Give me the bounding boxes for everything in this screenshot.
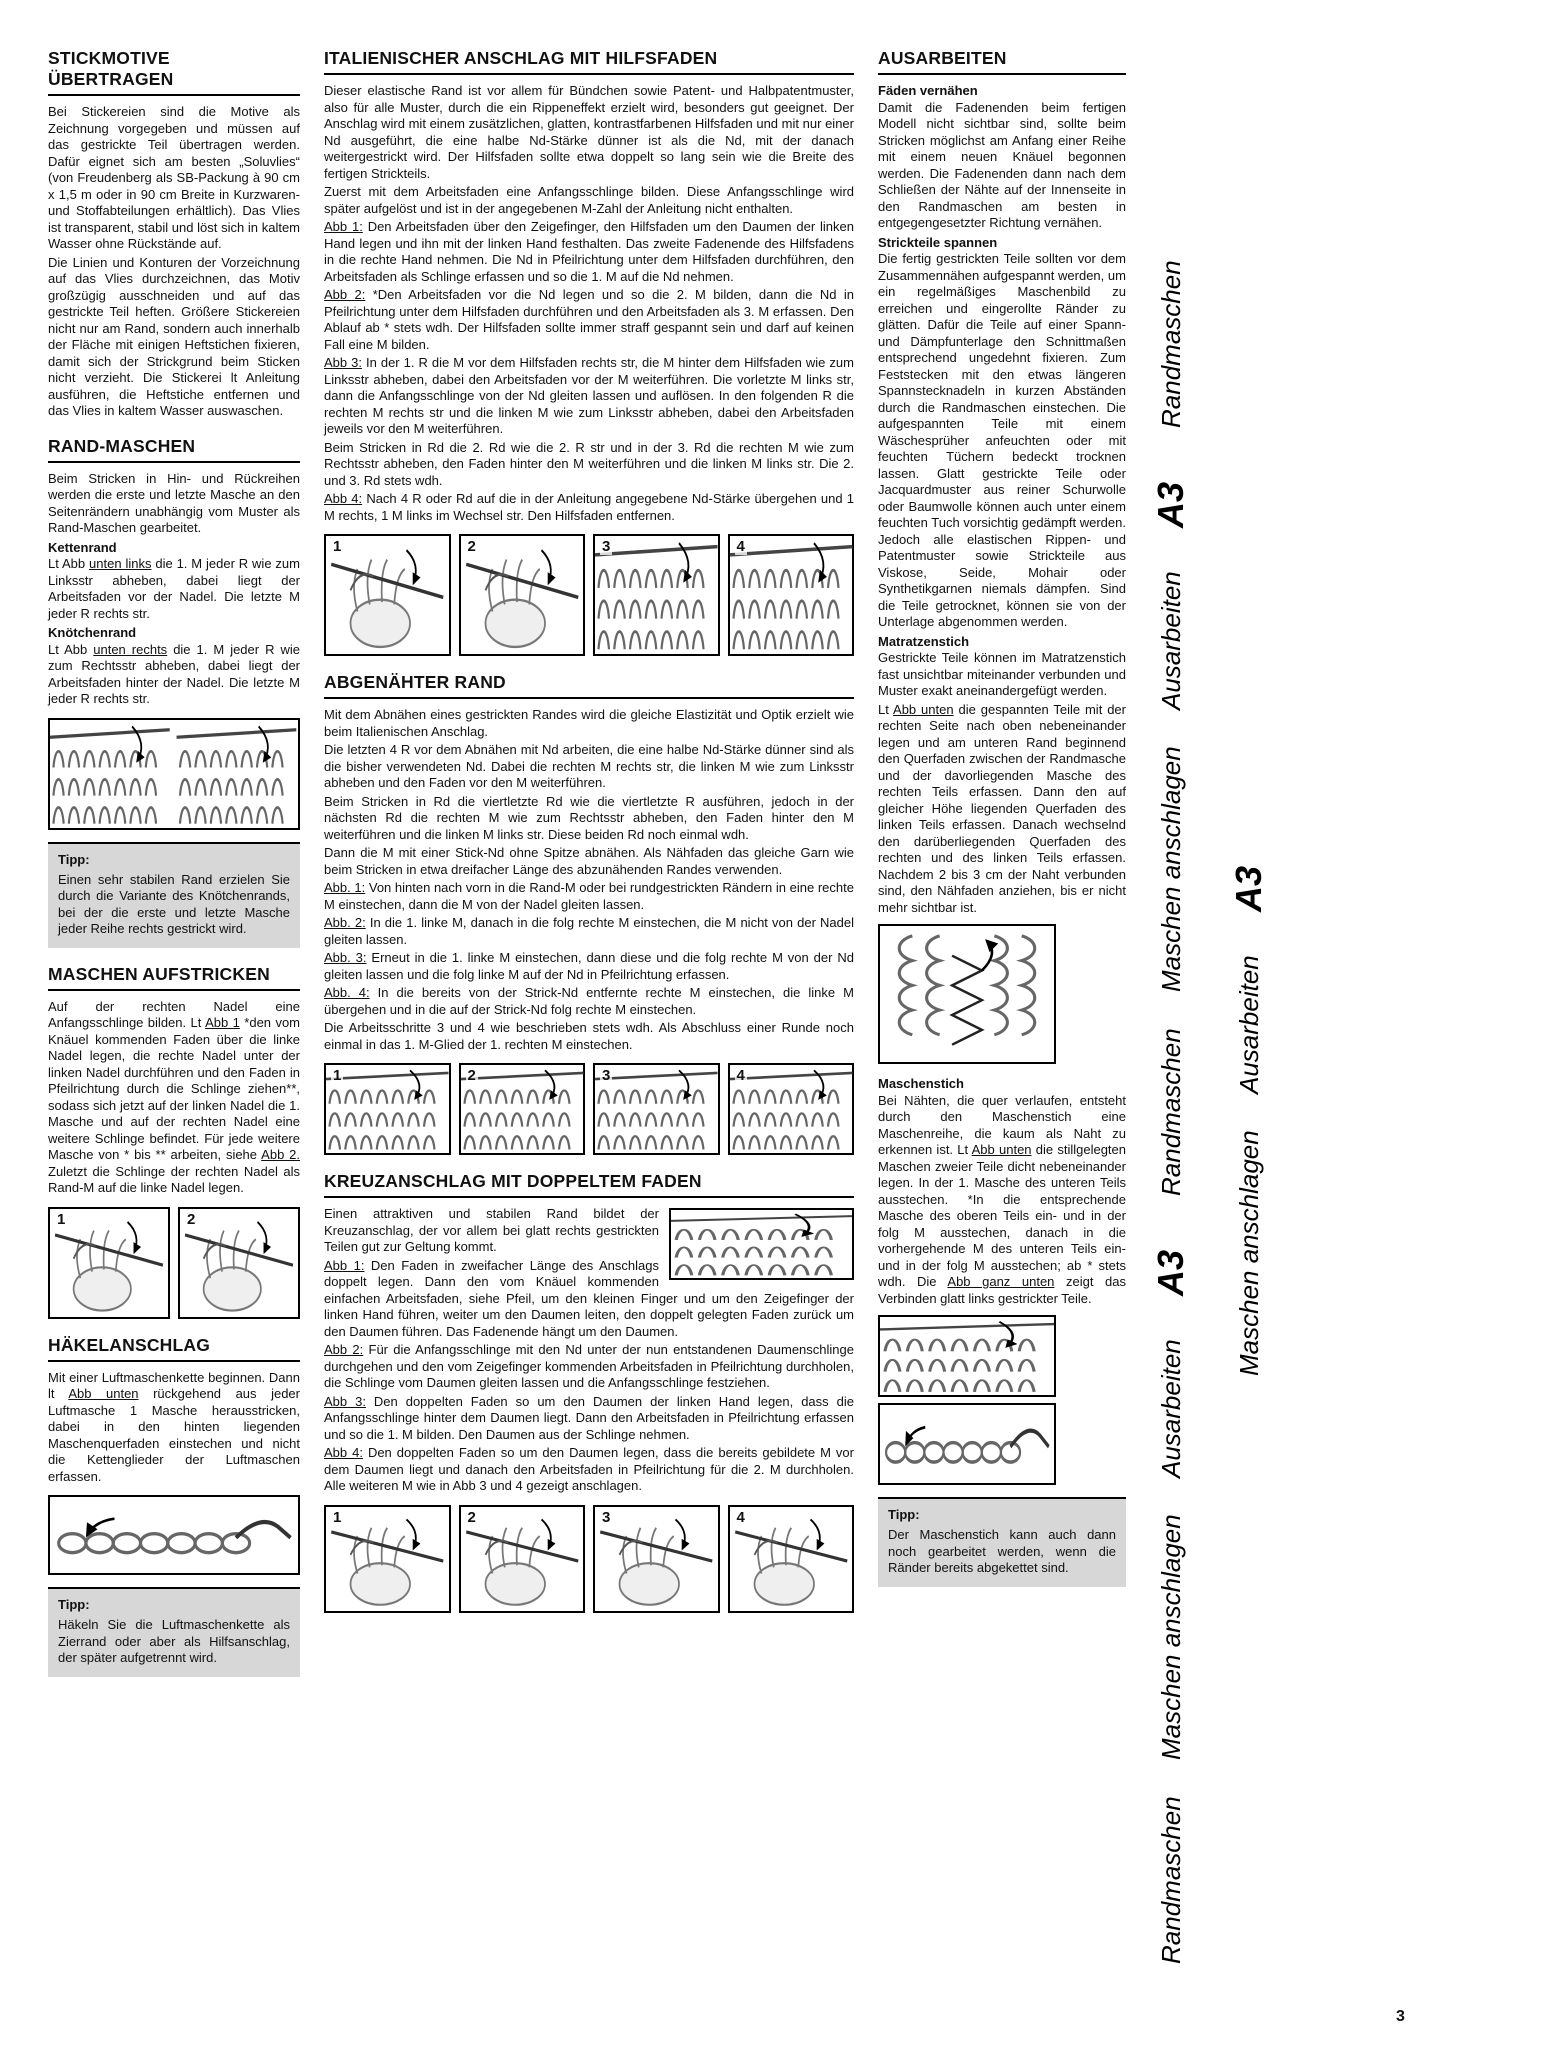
tip-box [48, 842, 300, 948]
figure-kreuzanschlag-intro [669, 1208, 854, 1280]
right-column [878, 48, 1126, 1693]
figure-abgenaehter-3 [593, 1063, 720, 1155]
text-run: Nach 4 R oder Rd auf die in der Anleitung angegebene Nd-Stärke übergehen und 1 M rechts, 1 M links im Wechsel str. Den Hilfsfaden entfernen. [324, 491, 854, 523]
abb-label: Abb 2: [324, 1342, 364, 1357]
paragraph: Die Arbeitsschritte 3 und 4 wie beschrieben stets wdh. Als Abschluss einer Runde noch einmal in das 1. M-Glied der 1. rechten M einstechen. [324, 1020, 854, 1052]
margin-word: Maschen anschlagen [1156, 746, 1186, 992]
section-title-haekelanschlag: HÄKELANSCHLAG [48, 1335, 300, 1362]
figure-number: 1 [333, 1508, 342, 1526]
figure-number: 4 [736, 1067, 745, 1084]
knitting-diagram-illustration [730, 1065, 853, 1153]
tip-label: Tipp: [58, 851, 90, 867]
figure-aufstricken-1 [48, 1207, 170, 1319]
abb-label: Abb. 3: [324, 950, 367, 965]
section-title-kreuzanschlag: KREUZANSCHLAG MIT DOPPELTEM FADEN [324, 1171, 854, 1198]
margin-word: Randmaschen [1156, 1028, 1186, 1196]
margin-word: Randmaschen [1156, 260, 1186, 428]
paragraph: Einen attraktiven und stabilen Rand bildet der Kreuzanschlag, der vor allem bei glatt rechts gestrickten Teilen gut zur Geltung kommt. [324, 1206, 659, 1254]
text-run-underlined: unten links [89, 556, 152, 571]
text-run: Den Faden in zweifacher Länge des Anschlags doppelt legen. Dann den vom Knäuel kommenden einfachen Arbeitsfaden, siehe Pfeil, um den kleinen Finger und um den Zeigefinger der linken Hand führen, weiter um den Daumen leiten, den doppelt gelegten Faden zurück um den Daumen führen. Das Fadenende hängt um den Daumen. [324, 1257, 854, 1339]
abb-label: Abb 2: [324, 287, 366, 302]
margin-word: Ausarbeiten [1156, 1338, 1186, 1478]
section-ausarbeiten [878, 48, 1126, 1587]
grafting-purl-illustration [880, 1405, 1054, 1483]
paragraph-abb3 [324, 950, 854, 983]
text-run: die 1. M jeder R wie zum Rechtsstr abheben, dabei liegt der Arbeitsfaden hinter der Nadel. Die letzte M jeder R rechts str. [48, 641, 300, 706]
hands-needle-illustration [326, 1507, 449, 1611]
text-run: Für die Anfangsschlinge mit den Nd unter der nun entstandenen Daumenschlinge durchgehen und den vom Zeigefinger kommenden Arbeitsfaden in Pfeilrichtung durchholen, die Schlinge vom Daumen gleiten lassen und die Anfangsschlinge festziehen. [324, 1342, 854, 1390]
margin-code: A3 [1150, 482, 1191, 529]
figure-abgenaehter-2 [459, 1063, 586, 1155]
text-run-underlined: Abb 1 [205, 1015, 240, 1030]
subheading-strickteile-spannen: Strickteile spannen [878, 234, 998, 250]
hands-needle-illustration [180, 1209, 298, 1317]
text-run: In der 1. R die M vor dem Hilfsfaden rechts str, die M hinter dem Hilfsfaden wie zum Linksstr abheben, dabei den Arbeitsfaden vor der M weiterführen. Die vorletzte M links str, dann die Anfangsschlinge von der Nd gleiten lassen und auflösen. In den folgenden R die rechten M rechts str und die linken M wie zum Linksstr abheben, dabei den Arbeitsfaden jeweils vor den M weiterführen. [324, 355, 854, 436]
knitting-diagram-illustration [50, 720, 298, 828]
text-run: die stillgelegten Maschen zweier Teile dicht nebeneinander legen. In der 1. Masche des unteren Teils ausstechen. *In die entsprechende Masche des oberen Teils ein- und in der folg M ausstechen, danach in die vorhergehende M des unteren Teils ein- und in der folg M ausstechen; ab * stets wdh. Die [878, 1142, 1126, 1289]
text-run: Den doppelten Faden so um den Daumen der linken Hand legen, dass die Anfangsschlinge hinter dem Daumen liegt. Dann den Arbeitsfaden in Pfeilrichtung erfassen und so die 1. M bilden. Den Daumen aus der Schlinge nehmen. [324, 1393, 854, 1442]
hands-needle-illustration [50, 1209, 168, 1317]
middle-column [324, 48, 854, 1693]
figure-number: 2 [467, 1067, 476, 1084]
figure-maschenstich-bottom [878, 1403, 1056, 1485]
text-run: In die bereits von der Strick-Nd entfernte rechte M einstechen, die linke M übergehen und in die auf der Strick-Nd folg rechte M einstechen. [324, 985, 854, 1017]
paragraph-abb2 [324, 1342, 854, 1392]
tip-label: Tipp: [58, 1597, 90, 1612]
paragraph: Bei Stickereien sind die Motive als Zeichnung vorgegeben und müssen auf das gestrickte Teil übertragen werden. Dafür eignet sich am besten „Soluvlies“ (von Freudenberg als SB-Packung à 90 cm x 1,5 m oder in 90 cm Breite in Kurzwaren- und Stoffabteilungen erhältlich). Das Vlies ist transparent, stabil und löst sich in kaltem Wasser ohne Rückstände auf. [48, 104, 300, 251]
subheading-matratzenstich: Matratzenstich [878, 633, 970, 649]
paragraph-abb4 [324, 1445, 854, 1495]
figure-number: 4 [736, 538, 745, 555]
section-title-maschen-aufstricken: MASCHEN AUFSTRICKEN [48, 964, 300, 991]
mattress-stitch-illustration [880, 926, 1054, 1062]
subheading-faeden-vernaehen: Fäden vernähen [878, 83, 978, 98]
section-title-stickmotive: STICKMOTIVE ÜBERTRAGEN [48, 48, 300, 96]
margin-code: A3 [1228, 866, 1269, 913]
figure-italienischer-3 [593, 534, 720, 656]
paragraph [878, 1093, 1126, 1308]
figure-aufstricken-2 [178, 1207, 300, 1319]
margin-word: Maschen anschlagen [1234, 1130, 1264, 1376]
subheading-kettenrand: Kettenrand [48, 539, 117, 555]
tip-label: Tipp: [888, 1507, 920, 1522]
section-maschen-aufstricken [48, 964, 300, 1319]
figure-number: 2 [467, 538, 476, 555]
figure-abgenaehter-1 [324, 1063, 451, 1155]
paragraph: Damit die Fadenenden beim fertigen Modell nicht sichtbar sind, sollte beim Stricken möglichst am Anfang einer Reihe mit einem neuen Knäuel begonnen werden. Die Fadenenden dann nach dem Schließen der Nähte auf der Innenseite in den Randmaschen am besten in entgegengesetzter Richtung vernähen. [878, 99, 1126, 230]
text-run: die gespannten Teile mit der rechten Seite nach oben nebeneinander legen und am unteren Rand beginnend den Querfaden zwischen der Randmasche und der davorliegenden Masche des rechten Teils erfassen. Dann den auf gleicher Höhe liegenden Querfaden des linken Teils erfassen. Danach wechselnd den darüberliegenden Querfaden des rechten und des linken Teils erfassen. Nachdem 2 bis 3 cm der Naht verbunden sind, den Nähfaden anziehen, bis er nicht mehr sichtbar ist. [878, 701, 1126, 915]
knitting-diagram-illustration [595, 1065, 718, 1153]
figure-number: 1 [333, 538, 342, 555]
figure-number: 3 [602, 1508, 611, 1526]
paragraph: Beim Stricken in Rd die viertletzte Rd wie die viertletzte R ausführen, jedoch in der nächsten Rd die rechten M wie zum Rechtsstr abheben, den Faden hinter den M weiterführen und die linken M links str. Diese beiden Rd noch einmal wdh. [324, 793, 854, 842]
paragraph: Gestrickte Teile können im Matratzenstich fast unsichtbar miteinander verbunden und Muster exakt aneinandergefügt werden. [878, 650, 1126, 698]
text-run: die 1. M jeder R wie zum Linksstr abheben, dabei liegt der Arbeitsfaden vor der Nadel. Die letzte M jeder R rechts str. [48, 556, 300, 621]
margin-word: Maschen anschlagen [1156, 1513, 1186, 1760]
figure-number: 3 [602, 1067, 611, 1084]
text-run: Mit einer Luftmaschenkette beginnen. Dann lt [48, 1369, 300, 1401]
figure-abgenaehter-4 [728, 1063, 855, 1155]
text-run: *Den Arbeitsfaden vor die Nd legen und so die 2. M bilden, dann die Nd in Pfeilrichtung unter dem Hilfsfaden durchführen und den Arbeitsfaden als 3. M erfassen. Den Ablauf ab * stets wdh. Der Hilfsfaden sollte immer straff gespannt sein und darf auf keinen Fall eine M bilden. [324, 287, 854, 352]
figure-italienischer-1 [324, 534, 451, 656]
paragraph-abb2 [324, 915, 854, 948]
section-abgenaehter-rand [324, 672, 854, 1155]
figure-kreuzanschlag-1 [324, 1505, 451, 1613]
hands-needle-illustration [595, 1507, 718, 1611]
figure-number: 3 [602, 538, 611, 555]
knitting-diagram-illustration [326, 1065, 449, 1153]
paragraph: Die fertig gestrickten Teile sollten vor dem Zusammennähen aufgespannt werden, um ein regelmäßiges Maschenbild zu erreichen und eingerollte Ränder zu glätten. Dafür die Teile auf einer Spann- und Dämpfunterlage den Schnittmaßen entsprechend ungedehnt fixieren. Zum Feststecken mit den etwas längeren Spannstecknadeln in kurzen Abständen durch die Randmaschen einstechen. Die aufgespannten Teile mit einem Wäschesprüher anfeuchten oder mit feuchten Tüchern bedeckt trocknen lassen. Glatt gestrickte Teile oder Jacquardmuster aus reiner Schurwolle oder Baumwolle können auch unter einem feuchten Tuch vorsichtig gedämpft werden. Jedoch alle elastischen Rippen- und Patentmuster sowie Strickteile aus Viskose, Seide, Mohair oder Synthetikgarnen niemals dämpfen. Sind die Teile getrocknet, können sie von der Unterlage abgenommen werden. [878, 251, 1126, 629]
figure-kreuzanschlag-3 [593, 1505, 720, 1613]
crochet-chain-illustration [50, 1497, 298, 1573]
abb-label: Abb 1: [324, 1257, 365, 1273]
paragraph-abb3 [324, 1394, 854, 1444]
section-italienischer-anschlag [324, 48, 854, 656]
text-run: Den doppelten Faden so um den Daumen legen, dass die bereits gebildete M vor dem Daumen liegt und danach den Arbeitsfaden in Pfeilrichtung für die 2. M durchholen. Alle weiteren M wie in Abb 3 und 4 gezeigt anschlagen. [324, 1445, 854, 1493]
abb-label: Abb. 1: [324, 880, 366, 895]
abb-label: Abb 3: [324, 1393, 366, 1409]
margin-word: Ausarbeiten [1234, 954, 1264, 1094]
hands-needle-illustration [461, 1507, 584, 1611]
hands-needle-illustration [730, 1507, 853, 1611]
figure-number: 2 [187, 1210, 196, 1228]
section-title-italienischer-anschlag: ITALIENISCHER ANSCHLAG MIT HILFSFADEN [324, 48, 854, 75]
paragraph: Die letzten 4 R vor dem Abnähen mit Nd arbeiten, die eine halbe Nd-Stärke dünner sind als die bisher verwendeten Nd. Dabei die rechten M rechts str, die linken M wie zum Linksstr abheben und den Faden vor den M weiterführen. [324, 742, 854, 790]
text-run: Zuletzt die Schlinge der rechten Nadel als Rand-M auf die linke Nadel legen. [48, 1163, 300, 1195]
text-run: rückgehend aus jeder Luftmasche 1 Masche herausstricken, dabei in den hinten liegenden Maschenquerfaden einstechen und nicht die Kettenglieder der Luftmaschen erfassen. [48, 1386, 300, 1484]
text-run: Den Arbeitsfaden über den Zeigefinger, den Hilfsfaden um den Daumen der linken Hand legen und ihn mit der linken Hand festhalten. Das zweite Fadenende des Hilfsfadens in die rechte Hand nehmen. Die Nd in Pfeilrichtung unter dem Hilfsfaden durchführen, den Arbeitsfaden als Schlinge erfassen und so die 1. M auf die Nd nehmen. [324, 219, 854, 284]
paragraph-abb4 [324, 491, 854, 524]
text-run-underlined: unten rechts [93, 641, 168, 657]
margin-strip [1132, 232, 1269, 1992]
figure-row-aufstricken [48, 1207, 300, 1319]
figure-number: 4 [736, 1508, 745, 1526]
paragraph-abb3 [324, 355, 854, 438]
text-run: Lt Abb [48, 556, 86, 571]
figure-italienischer-4 [728, 534, 855, 656]
abb-label: Abb. 4: [324, 985, 370, 1000]
paragraph [48, 1370, 300, 1486]
cast-on-needle-illustration [671, 1210, 852, 1278]
figure-row-kreuzanschlag [324, 1505, 854, 1613]
figure-haekelanschlag [48, 1495, 300, 1575]
figure-matratzenstich [878, 924, 1056, 1064]
tip-text: Der Maschenstich kann auch dann noch gearbeitet werden, wenn die Ränder bereits abgekettet sind. [888, 1527, 1116, 1575]
paragraph-abb1 [324, 880, 854, 913]
abb-label: Abb. 2: [324, 915, 366, 930]
hands-needle-illustration [326, 536, 449, 654]
text-run: Von hinten nach vorn in die Rand-M oder bei rundgestrickten Rändern in eine rechte M einstechen, dann die M von der Nadel gleiten lassen. [324, 880, 854, 912]
paragraph: Die Linien und Konturen der Vorzeichnung auf das Vlies durchzeichnen, das Motiv großzügig ausschneiden und auf das gestrickte Teil heften. Größere Stickereien nicht nur am Rand, sondern auch innerhalb der Fläche mit einigen Heftstichen fixieren, damit sich der Strickgrund beim Sticken nicht verzieht. Die Stickerei lt Anleitung ausführen, die Heftstiche entfernen und das Vlies in kaltem Wasser auswaschen. [48, 254, 300, 418]
tip-box [48, 1587, 300, 1677]
text-run: zeigt das Verbinden glatt links gestrickter Teile. [878, 1274, 1126, 1306]
text-run-underlined: Abb unten [68, 1386, 139, 1401]
paragraph: Dieser elastische Rand ist vor allem für Bündchen sowie Patent- und Halbpatentmuster, also für alle Muster, durch die ein Rippeneffekt erzielt wird, besonders gut geeignet. Der Anschlag wird mit einem zusätzlichen, glatten, kontrastfarbenen Hilfsfaden und mit nur einer Nd ausgeführt, die eine halbe Nd-Stärke dünner ist als die Nd, mit der danach weitergestrickt wird. Der Hilfsfaden sollte etwa doppelt so lang sein wie die Breite des fertigen Strickteils. [324, 83, 854, 181]
paragraph: Dann die M mit einer Stick-Nd ohne Spitze abnähen. Als Nähfaden das gleiche Garn wie beim Stricken in etwa dreifacher Länge des abzunähenden Randes verwenden. [324, 845, 854, 877]
paragraph-abb2 [324, 287, 854, 353]
tip-box [878, 1497, 1126, 1587]
figure-row-italienischer [324, 534, 854, 656]
paragraph [48, 556, 300, 622]
figure-number: 2 [467, 1508, 476, 1526]
figure-randmaschen [48, 718, 300, 830]
section-stickmotive [48, 48, 300, 420]
abb-label: Abb 1: [324, 219, 363, 234]
page-number: 3 [1396, 2008, 1405, 2025]
text-run: Erneut in die 1. linke M einstechen, dann diese und die folg rechte M von der Nd gleiten lassen und die folg linke M auf der Nd in Pfeilrichtung erfassen. [324, 950, 854, 982]
left-column [48, 48, 300, 1693]
paragraph [878, 702, 1126, 917]
text-run: Lt Abb [48, 641, 88, 657]
section-haekelanschlag [48, 1335, 300, 1677]
section-randmaschen [48, 436, 300, 948]
text-run: Bei Nähten, die quer verlaufen, entsteht durch den Maschenstich eine Maschenreihe, die kaum als Naht zu erkennen ist. Lt [878, 1092, 1126, 1157]
grafting-stitch-illustration [880, 1317, 1054, 1395]
paragraph-abb4 [324, 985, 854, 1018]
knitting-diagram-illustration [730, 536, 853, 654]
paragraph [48, 642, 300, 708]
figure-italienischer-2 [459, 534, 586, 656]
paragraph: Beim Stricken in Hin- und Rückreihen werden die erste und letzte Masche an den Seitenrändern unabhängig vom Muster als Rand-Maschen gearbeitet. [48, 470, 300, 535]
text-run: Auf der rechten Nadel eine Anfangsschlinge bilden. Lt [48, 998, 300, 1030]
subheading-maschenstich: Maschenstich [878, 1076, 964, 1091]
tip-text: Häkeln Sie die Luftmaschenkette als Zierrand oder aber als Hilfsanschlag, der später aufgetrennt wird. [58, 1617, 290, 1665]
paragraph-abb1 [324, 219, 854, 285]
text-run-underlined: Abb 2. [261, 1147, 300, 1162]
abb-label: Abb 3: [324, 355, 362, 370]
section-kreuzanschlag [324, 1171, 854, 1613]
figure-maschenstich-top [878, 1315, 1056, 1397]
section-title-ausarbeiten: AUSARBEITEN [878, 48, 1126, 75]
text-run: Lt [878, 701, 889, 717]
section-title-abgenaehter-rand: ABGENÄHTER RAND [324, 672, 854, 699]
tip-text: Einen sehr stabilen Rand erzielen Sie durch die Variante des Knötchenrands, bei der die erste und letzte Masche jeder Reihe rechts gestrickt wird. [58, 871, 290, 936]
figure-number: 1 [57, 1210, 66, 1228]
paragraph: Zuerst mit dem Arbeitsfaden eine Anfangsschlinge bilden. Diese Anfangsschlinge wird später aufgelöst und ist in der angegebenen M-Zahl der Anleitung nicht enthalten. [324, 184, 854, 216]
paragraph: Mit dem Abnähen eines gestrickten Randes wird die gleiche Elastizität und Optik erzielt wie beim Italienischen Anschlag. [324, 707, 854, 739]
hands-needle-illustration [461, 536, 584, 654]
abb-label: Abb 4: [324, 491, 363, 506]
text-run-underlined: Abb unten [971, 1142, 1032, 1157]
text-run: In die 1. linke M, danach in die folg rechte M einstechen, die M nicht von der Nadel gleiten lassen. [324, 915, 854, 947]
paragraph [48, 999, 300, 1197]
knitting-diagram-illustration [595, 536, 718, 654]
abb-label: Abb 4: [324, 1445, 363, 1460]
text-run-underlined: Abb unten [893, 701, 954, 717]
text-run: *den vom Knäuel kommenden Faden über die linke Nadel legen, die rechte Nadel unter der linken Nadel durchführen und den Faden in Pfeilrichtung durch die Schlinge ziehen**, sodass sich jetzt auf der linken Nadel die 1. Masche und auf der rechten Nadel eine weitere Schlinge befindet. Für jede weitere Masche von * bis ** arbeiten, siehe [48, 1015, 300, 1162]
knitting-diagram-illustration [461, 1065, 584, 1153]
subheading-knoetchenrand: Knötchenrand [48, 625, 137, 640]
section-title-randmaschen: RAND-MASCHEN [48, 436, 300, 463]
figure-row-abgenaehter [324, 1063, 854, 1155]
margin-word: Ausarbeiten [1156, 570, 1186, 710]
figure-number: 1 [333, 1067, 342, 1084]
text-run-underlined: Abb ganz unten [947, 1274, 1055, 1289]
margin-word: Randmaschen [1156, 1796, 1186, 1964]
figure-kreuzanschlag-2 [459, 1505, 586, 1613]
figure-kreuzanschlag-4 [728, 1505, 855, 1613]
paragraph: Beim Stricken in Rd die 2. Rd wie die 2. R str und in der 3. Rd die rechten M wie zum Rechtsstr abheben, den Faden hinter den M weiterführen und die linken M links str. Die 2. und 3. Rd stets wdh. [324, 439, 854, 488]
margin-code: A3 [1150, 1250, 1191, 1297]
